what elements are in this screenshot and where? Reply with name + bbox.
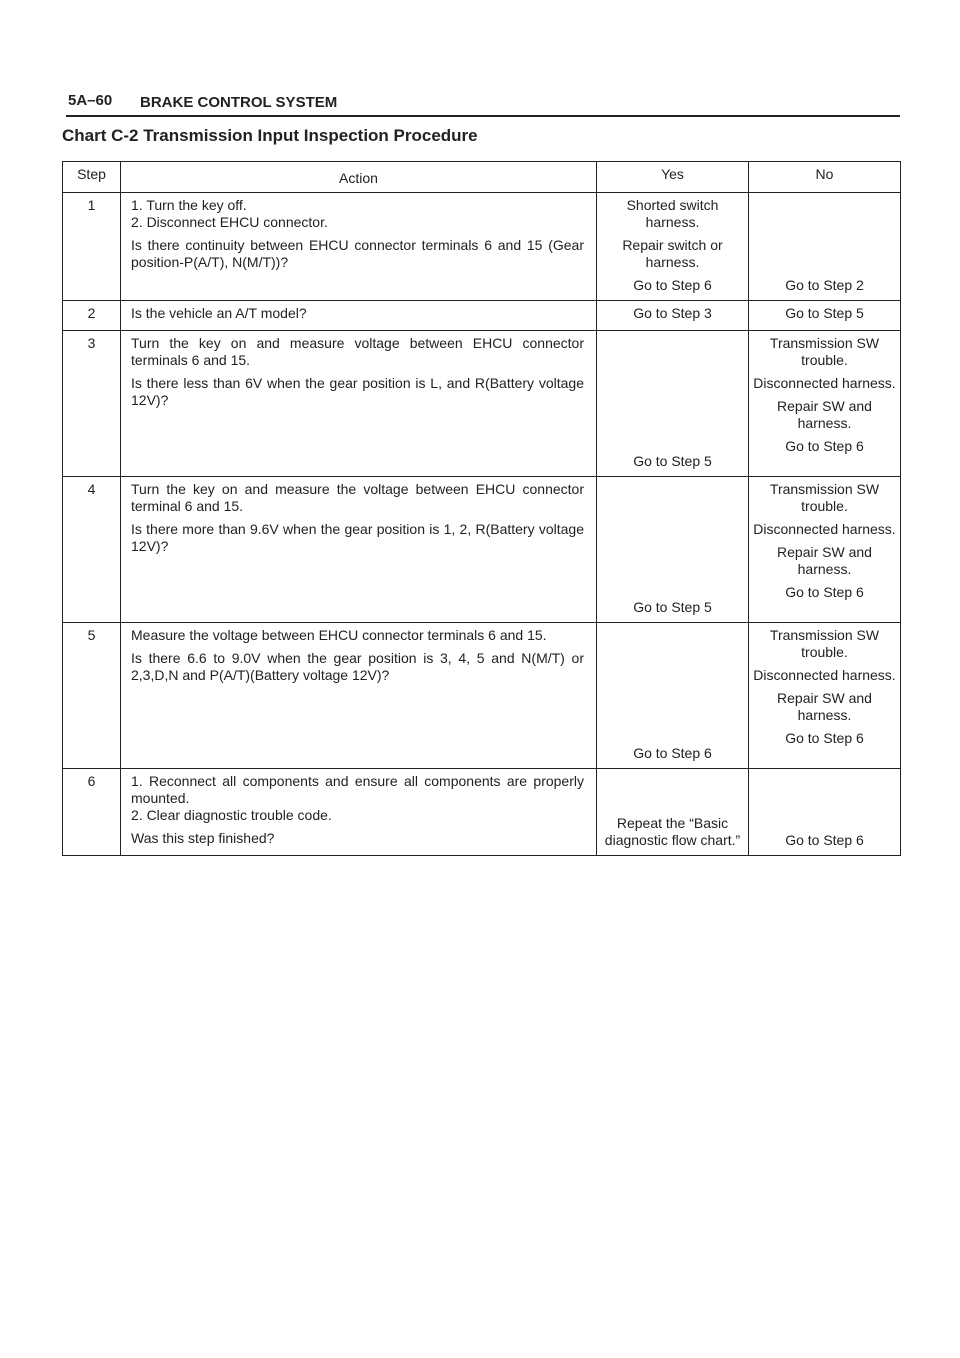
yes-cell xyxy=(597,301,749,331)
action-item: 2. Clear diagnostic trouble code. xyxy=(131,807,332,823)
step-cell: 6 xyxy=(63,769,121,856)
action-question: Is there 6.6 to 9.0V when the gear position is 3, 4, 5 and N(M/T) or 2,3,D,N and P(A/T)(Battery voltage 12V)? xyxy=(131,650,584,683)
page-header xyxy=(66,88,900,118)
no-text: Transmission SW trouble. xyxy=(769,481,880,514)
step-cell: 1 xyxy=(63,193,121,301)
no-text: Disconnected harness. xyxy=(753,375,896,391)
no-text: Go to Step 6 xyxy=(785,438,864,454)
yes-text: Shorted switch harness. xyxy=(626,197,719,230)
no-text: Repair SW and harness. xyxy=(777,398,872,431)
column-header-step: Step xyxy=(63,162,121,193)
page-number: 5A–60 xyxy=(68,92,113,109)
action-item: 1. Reconnect all components and ensure all components are properly mounted. xyxy=(131,773,584,806)
yes-cell xyxy=(597,623,749,769)
action-question: Is there continuity between EHCU connector terminals 6 and 15 (Gear position-P(A/T), N(M/T))? xyxy=(131,237,584,270)
action-cell xyxy=(121,331,597,477)
action-question: Was this step finished? xyxy=(131,830,275,846)
no-text: Go to Step 6 xyxy=(785,730,864,746)
yes-cell xyxy=(597,769,749,856)
no-text: Transmission SW trouble. xyxy=(769,335,880,368)
column-header-yes: Yes xyxy=(597,162,749,193)
action-cell xyxy=(121,193,597,301)
action-question: Is there less than 6V when the gear position is L, and R(Battery voltage 12V)? xyxy=(131,375,584,408)
no-text: Disconnected harness. xyxy=(753,521,896,537)
yes-cell xyxy=(597,331,749,477)
yes-text: Go to Step 3 xyxy=(633,305,712,321)
step-cell: 4 xyxy=(63,477,121,623)
section-title: BRAKE CONTROL SYSTEM xyxy=(140,94,338,111)
action-item: 1. Turn the key off. xyxy=(131,197,247,213)
yes-text: Go to Step 6 xyxy=(633,745,712,761)
action-text: Measure the voltage between EHCU connector terminals 6 and 15. xyxy=(131,627,547,643)
action-text: Turn the key on and measure voltage between EHCU connector terminals 6 and 15. xyxy=(131,335,584,368)
no-cell xyxy=(749,331,901,477)
no-cell xyxy=(749,477,901,623)
yes-text: Repeat the “Basic diagnostic flow chart.” xyxy=(604,815,741,848)
step-cell: 5 xyxy=(63,623,121,769)
no-text: Repair SW and harness. xyxy=(777,690,872,723)
step-cell: 3 xyxy=(63,331,121,477)
column-header-action: Action xyxy=(121,162,597,193)
table-row xyxy=(63,477,901,623)
no-cell xyxy=(749,623,901,769)
table-row xyxy=(63,301,901,331)
no-cell xyxy=(749,769,901,856)
header-rule xyxy=(66,115,900,117)
action-cell xyxy=(121,301,597,331)
yes-text: Go to Step 5 xyxy=(633,599,712,615)
no-text: Go to Step 6 xyxy=(785,832,864,848)
table-row xyxy=(63,769,901,856)
action-cell xyxy=(121,477,597,623)
yes-cell xyxy=(597,193,749,301)
chart-title: Chart C-2 Transmission Input Inspection Procedure xyxy=(62,126,478,145)
yes-text: Go to Step 6 xyxy=(633,277,712,293)
no-text: Disconnected harness. xyxy=(753,667,896,683)
action-item: 2. Disconnect EHCU connector. xyxy=(131,214,328,230)
table-row xyxy=(63,331,901,477)
step-cell: 2 xyxy=(63,301,121,331)
table-row xyxy=(63,623,901,769)
column-header-no: No xyxy=(749,162,901,193)
yes-cell xyxy=(597,477,749,623)
action-text: Turn the key on and measure the voltage between EHCU connector terminal 6 and 15. xyxy=(131,481,584,514)
no-text: Transmission SW trouble. xyxy=(769,627,880,660)
action-question: Is there more than 9.6V when the gear position is 1, 2, R(Battery voltage 12V)? xyxy=(131,521,584,554)
yes-text: Repair switch or harness. xyxy=(622,237,723,270)
no-text: Go to Step 5 xyxy=(785,305,864,321)
no-text: Repair SW and harness. xyxy=(777,544,872,577)
action-cell xyxy=(121,623,597,769)
inspection-procedure-table xyxy=(62,161,901,856)
action-cell xyxy=(121,769,597,856)
no-cell xyxy=(749,301,901,331)
table-header-row xyxy=(63,162,901,193)
no-cell xyxy=(749,193,901,301)
yes-text: Go to Step 5 xyxy=(633,453,712,469)
action-question: Is the vehicle an A/T model? xyxy=(131,305,307,321)
table-row xyxy=(63,193,901,301)
no-text: Go to Step 6 xyxy=(785,584,864,600)
no-text: Go to Step 2 xyxy=(785,277,864,293)
